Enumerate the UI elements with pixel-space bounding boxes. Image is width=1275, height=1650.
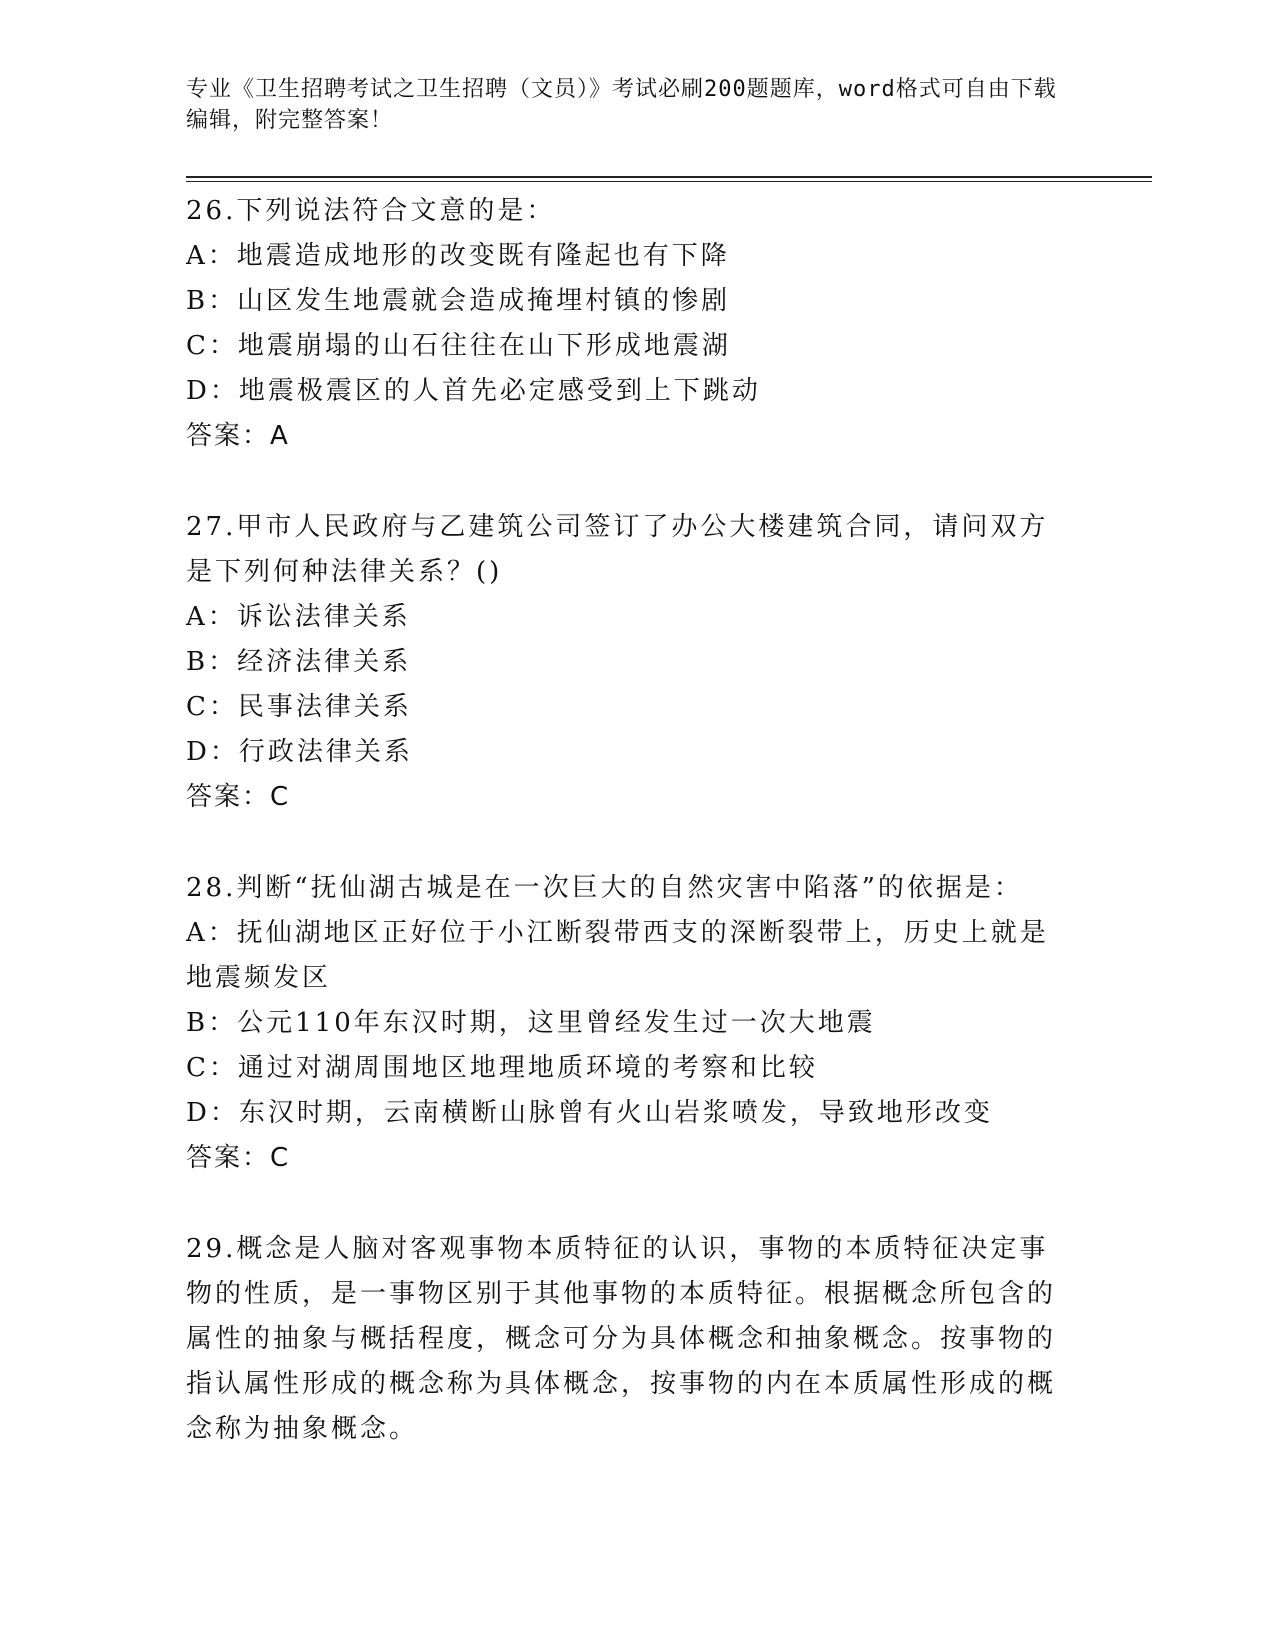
document-header: 专业《卫生招聘考试之卫生招聘（文员）》考试必刷200题题库，word格式可自由下载编辑，附完整答案！ [186, 77, 1057, 133]
question-stem: 26.下列说法符合文意的是： [186, 196, 556, 226]
question-stem: 29.概念是人脑对客观事物本质特征的认识，事物的本质特征决定事物的性质，是一事物区别于其他事物的本质特征。根据概念所包含的属性的抽象与概括程度，概念可分为具体概念和抽象概念。按事物的指认属性形成的概念称为具体概念，按事物的内在本质属性形成的概念称为抽象概念。 [186, 1234, 1057, 1444]
answer: 答案：C [186, 1143, 291, 1173]
option-c: C：通过对湖周围地区地理地质环境的考察和比较 [186, 1053, 818, 1083]
question-26 [186, 189, 1066, 459]
option-b: B：经济法律关系 [186, 647, 412, 677]
answer: 答案：C [186, 782, 291, 812]
option-a: A：抚仙湖地区正好位于小江断裂带西支的深断裂带上，历史上就是地震频发区 [186, 918, 1049, 993]
option-b: B：公元110年东汉时期，这里曾经发生过一次大地震 [186, 1008, 876, 1038]
option-a: A：诉讼法律关系 [186, 602, 411, 632]
answer: 答案：A [186, 421, 290, 451]
question-stem: 28.判断“抚仙湖古城是在一次巨大的自然灾害中陷落”的依据是： [186, 873, 1023, 903]
option-a: A：地震造成地形的改变既有隆起也有下降 [186, 241, 730, 271]
question-29 [186, 1227, 1066, 1452]
header-rule-thin [186, 181, 1152, 182]
option-d: D：东汉时期，云南横断山脉曾有火山岩浆喷发，导致地形改变 [186, 1098, 993, 1128]
question-28 [186, 866, 1066, 1181]
option-d: D：地震极震区的人首先必定感受到上下跳动 [186, 376, 761, 406]
option-b: B：山区发生地震就会造成掩埋村镇的惨剧 [186, 286, 731, 316]
option-c: C：地震崩塌的山石往往在山下形成地震湖 [186, 331, 731, 361]
option-c: C：民事法律关系 [186, 692, 412, 722]
question-list [186, 189, 1066, 1498]
question-stem: 27.甲市人民政府与乙建筑公司签订了办公大楼建筑合同，请问双方是下列何种法律关系？() [186, 512, 1049, 587]
header-rule-thick [186, 176, 1152, 178]
question-27 [186, 505, 1066, 820]
option-d: D：行政法律关系 [186, 737, 413, 767]
